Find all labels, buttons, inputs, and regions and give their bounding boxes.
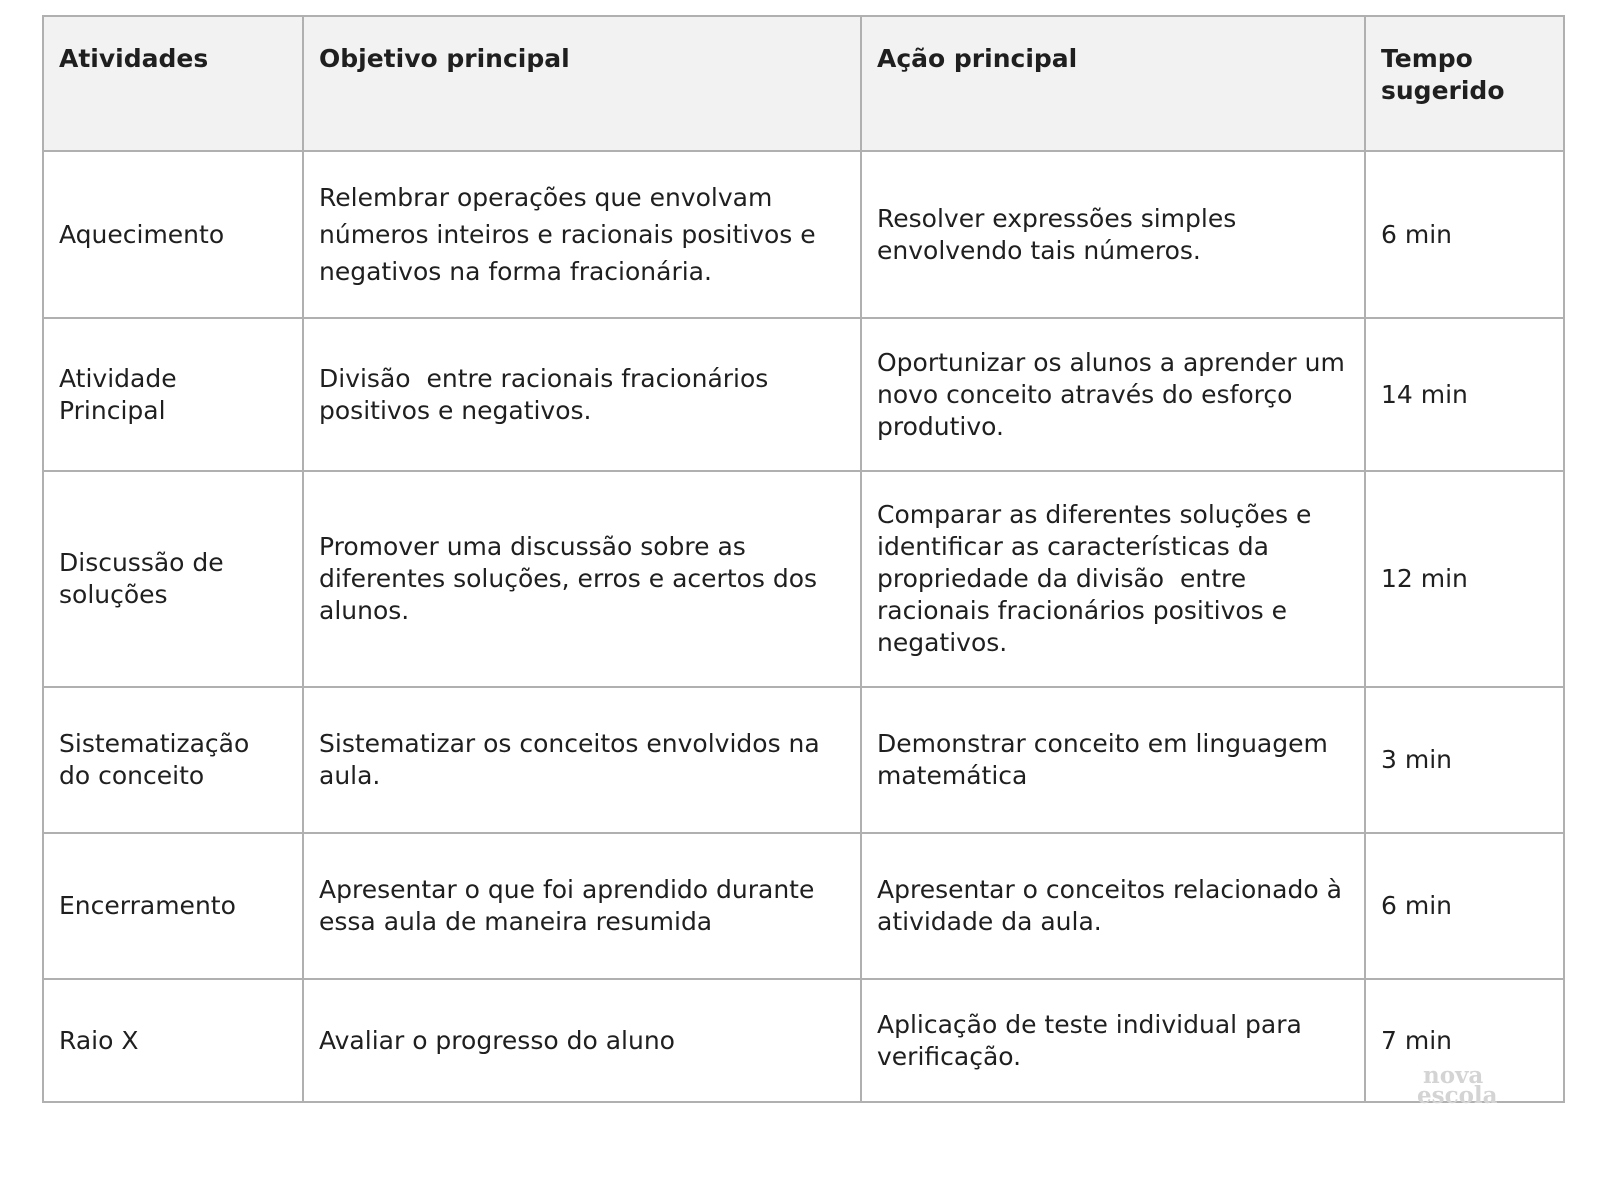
activity-cell: Encerramento [43, 833, 303, 979]
header-atividades: Atividades [43, 16, 303, 151]
action-cell: Resolver expressões simples envolvendo tais números. [861, 151, 1365, 318]
table-row [43, 833, 1564, 979]
table-row [43, 979, 1564, 1102]
objective-cell: Avaliar o progresso do aluno [303, 979, 861, 1102]
lesson-plan-table [42, 15, 1565, 1103]
activity-cell: Raio X [43, 979, 303, 1102]
table-row [43, 687, 1564, 833]
objective-cell: Apresentar o que foi aprendido durante essa aula de maneira resumida [303, 833, 861, 979]
objective-cell: Sistematizar os conceitos envolvidos na aula. [303, 687, 861, 833]
table-row [43, 151, 1564, 318]
action-cell: Oportunizar os alunos a aprender um novo conceito através do esforço produtivo. [861, 318, 1365, 471]
activity-cell: Aquecimento [43, 151, 303, 318]
time-cell: 3 min [1365, 687, 1564, 833]
action-cell: Comparar as diferentes soluções e identificar as características da propriedade da divisão entre racionais fracionários positivos e negativos. [861, 471, 1365, 687]
watermark-line-2: escola [1417, 1082, 1498, 1109]
header-objetivo-principal: Objetivo principal [303, 16, 861, 151]
time-cell: 6 min [1365, 151, 1564, 318]
time-cell: 14 min [1365, 318, 1564, 471]
header-acao-principal: Ação principal [861, 16, 1365, 151]
objective-cell: Promover uma discussão sobre as diferentes soluções, erros e acertos dos alunos. [303, 471, 861, 687]
activity-cell: Sistematização do conceito [43, 687, 303, 833]
activity-cell: Atividade Principal [43, 318, 303, 471]
objective-cell: Relembrar operações que envolvam números inteiros e racionais positivos e negativos na forma fracionária. [303, 151, 861, 318]
table-row [43, 471, 1564, 687]
time-cell: 12 min [1365, 471, 1564, 687]
table-row [43, 318, 1564, 471]
nova-escola-watermark [1417, 1062, 1498, 1109]
activity-cell: Discussão de soluções [43, 471, 303, 687]
action-cell: Demonstrar conceito em linguagem matemática [861, 687, 1365, 833]
watermark-line-1: nova [1423, 1062, 1484, 1089]
time-cell: 7 min [1365, 979, 1564, 1102]
action-cell: Apresentar o conceitos relacionado à atividade da aula. [861, 833, 1365, 979]
objective-cell: Divisão entre racionais fracionários positivos e negativos. [303, 318, 861, 471]
time-cell: 6 min [1365, 833, 1564, 979]
action-cell: Aplicação de teste individual para verificação. [861, 979, 1365, 1102]
table-header-row [43, 16, 1564, 151]
header-tempo-sugerido: Tempo sugerido [1365, 16, 1564, 151]
